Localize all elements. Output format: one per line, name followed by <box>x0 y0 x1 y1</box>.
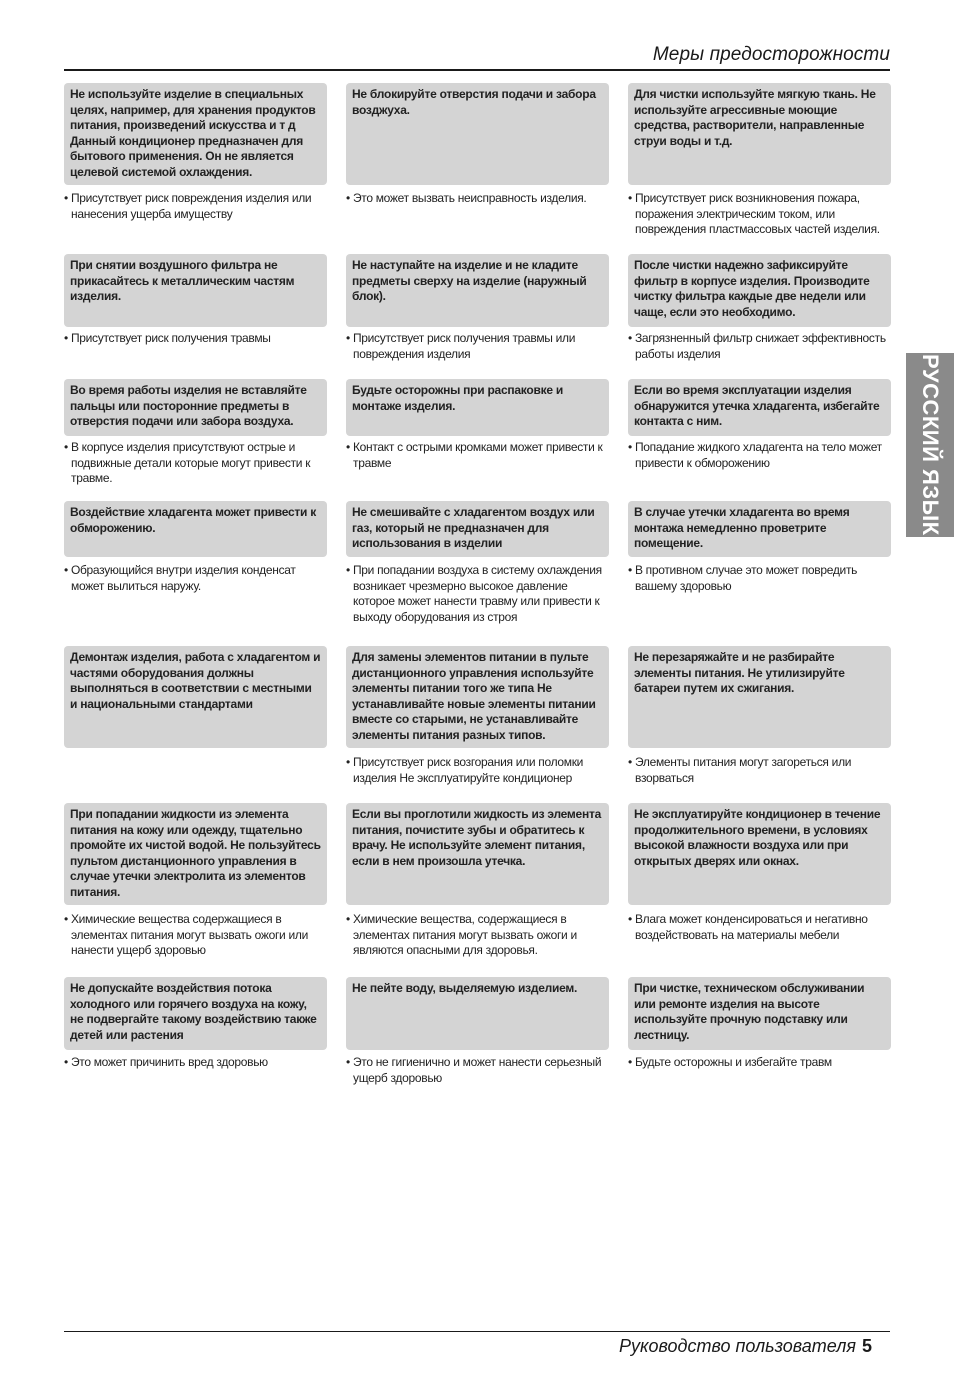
warning-box: Не наступайте на изделие и не кладите предметы сверху на изделие (наружный блок). <box>346 254 609 327</box>
warning-note: • Контакт с острыми кромками может привести к травме <box>346 440 608 471</box>
page-header-title: Меры предосторожности <box>652 44 890 65</box>
warning-note: • В противном случае это может повредить вашему здоровью <box>628 563 890 594</box>
warning-box: Не пейте воду, выделяемую изделием. <box>346 977 609 1050</box>
warning-box: Если во время эксплуатации изделия обнаружится утечка хладагента, избегайте контакта с ним. <box>628 379 891 436</box>
warning-note: • Попадание жидкого хладагента на тело может привести к обморожению <box>628 440 890 471</box>
warning-note: • Присутствует риск получения травмы <box>64 331 326 347</box>
warning-note: • Будьте осторожны и избегайте травм <box>628 1055 890 1071</box>
warning-box: Воздействие хладагента может привести к обморожению. <box>64 501 327 557</box>
warning-note: • Химические вещества содержащиеся в элементах питания могут вызвать ожоги или нанести ущерб здоровью <box>64 912 326 959</box>
warning-note: • При попадании воздуха в систему охлаждения возникает чрезмерно высокое давление которое может нанести травму или привести к выходу оборудования из строя <box>346 563 608 625</box>
warning-box: Во время работы изделия не вставляйте пальцы или посторонние предметы в отверстия подачи или забора воздуха. <box>64 379 327 436</box>
warning-box: Для чистки используйте мягкую ткань. Не используйте агрессивные моющие средства, растворители, направленные струи воды и т.д. <box>628 83 891 185</box>
warning-note: • Присутствует риск возникновения пожара, поражения электрическим током, или повреждения пластмассовых частей изделия. <box>628 191 890 238</box>
warning-box: Для замены элементов питании в пульте дистанционного управления используйте элементы питании того же типа Не устанавливайте новые элементы питании вместе со старыми, не устанавливайте элементы питания разных типов. <box>346 646 609 748</box>
warning-note: • Химические вещества, содержащиеся в элементах питания могут вызвать ожоги и являются опасными для здоровья. <box>346 912 608 959</box>
warning-box: При снятии воздушного фильтра не прикасайтесь к металлическим частям изделия. <box>64 254 327 327</box>
warning-note: • Влага может конденсироваться и негативно воздействовать на материалы мебели <box>628 912 890 943</box>
warning-box: Не смешивайте с хладагентом воздух или газ, который не предназначен для использования в изделии <box>346 501 609 557</box>
warning-box: Будьте осторожны при распаковке и монтаже изделия. <box>346 379 609 436</box>
warning-note: • Загрязненный фильтр снижает эффективность работы изделия <box>628 331 890 362</box>
language-side-tab-label: РУССКИЙ ЯЗЫК <box>918 354 943 536</box>
header-divider <box>64 69 890 71</box>
footer-divider <box>64 1331 890 1332</box>
language-side-tab <box>906 353 954 537</box>
warning-box: В случае утечки хладагента во время монтажа немедленно проветрите помещение. <box>628 501 891 557</box>
warning-box: При чистке, техническом обслуживании или ремонте изделия на высоте используйте прочную подставку или лестницу. <box>628 977 891 1050</box>
warning-note: • Это может причинить вред здоровью <box>64 1055 326 1071</box>
warning-box: Не используйте изделие в специальных целях, например, для хранения продуктов питания, произведений искусства и т д Данный кондиционер предназначен для бытового применения. Он не является целевой системой охлаждения. <box>64 83 327 185</box>
warning-note: • В корпусе изделия присутствуют острые и подвижные детали которые могут привести к травме. <box>64 440 326 487</box>
warning-box: Не эксплуатируйте кондиционер в течение продолжительного времени, в условиях высокой влажности воздуха или при открытых дверях или окнах. <box>628 803 891 905</box>
warning-note: • Элементы питания могут загореться или взорваться <box>628 755 890 786</box>
warning-box: При попадании жидкости из элемента питания на кожу или одежду, тщательно промойте их чистой водой. Не пользуйтесь пультом дистанционного управления в случае утечки электролита из элементов питания. <box>64 803 327 905</box>
warning-box: Не блокируйте отверстия подачи и забора возджуха. <box>346 83 609 185</box>
warning-note: • Присутствует риск возгорания или поломки изделия Не эксплуатируйте кондиционер <box>346 755 608 786</box>
warning-note: • Присутствует риск получения травмы или повреждения изделия <box>346 331 608 362</box>
warning-note: • Это не гигиенично и может нанести серьезный ущерб здоровью <box>346 1055 608 1086</box>
warning-box: Не перезаряжайте и не разбирайте элементы питания. Не утилизируйте батареи путем их сжигания. <box>628 646 891 748</box>
page-footer <box>619 1336 872 1357</box>
warning-note: • Присутствует риск повреждения изделия или нанесения ущерба имуществу <box>64 191 326 222</box>
warning-box: Не допускайте воздействия потока холодного или горячего воздуха на кожу, не подвергайте такому воздействию также детей или растения <box>64 977 327 1050</box>
warning-note: • Это может вызвать неисправность изделия. <box>346 191 608 207</box>
footer-manual-title: Руководство пользователя <box>619 1336 856 1356</box>
warning-box: Если вы проглотили жидкость из элемента питания, почистите зубы и обратитесь к врачу. Не используйте элемент питания, если в нем произошла утечка. <box>346 803 609 905</box>
warning-box: После чистки надежно зафиксируйте фильтр в корпусе изделия. Производите чистку фильтра каждые две недели или чаще, если это необходимо. <box>628 254 891 327</box>
warning-box: Демонтаж изделия, работа с хладагентом и частями оборудования должны выполняться в соответствии с местными и национальными стандартами <box>64 646 327 748</box>
warning-note: • Образующийся внутри изделия конденсат может вылиться наружу. <box>64 563 326 594</box>
page-number: 5 <box>861 1336 872 1356</box>
